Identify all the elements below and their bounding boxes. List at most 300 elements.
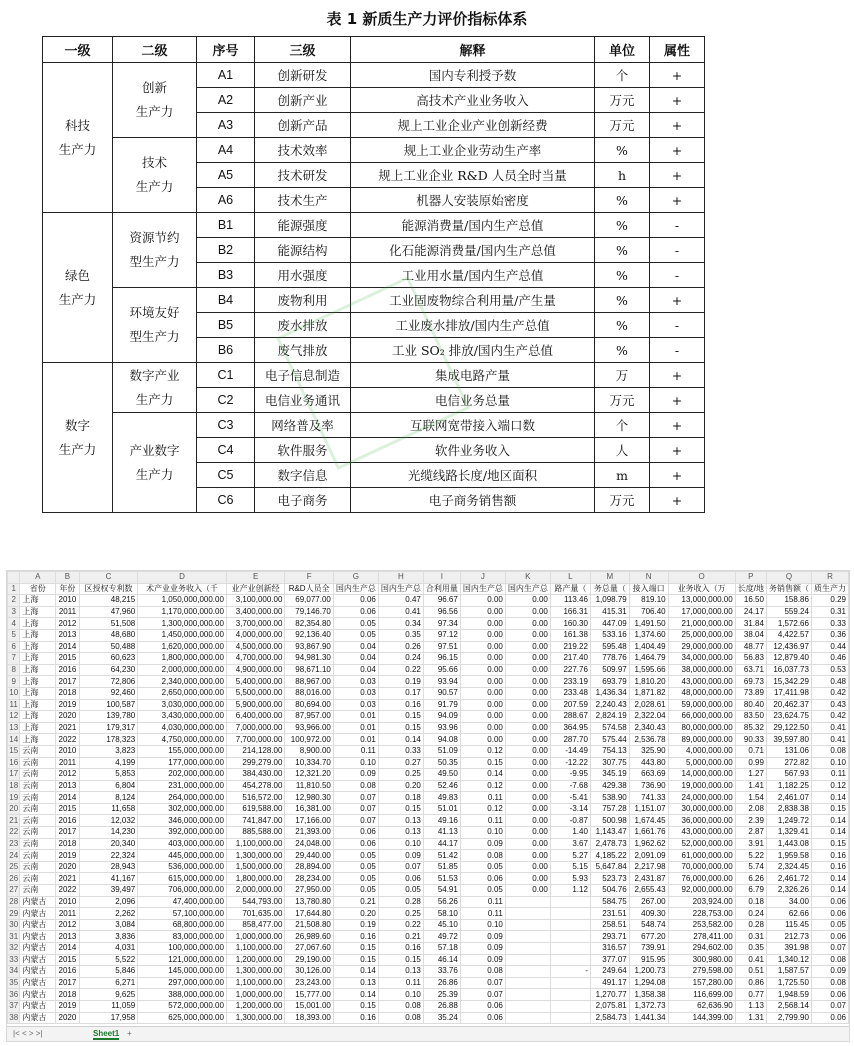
- sheet-cell[interactable]: 0.14: [460, 769, 505, 781]
- sheet-cell[interactable]: 上海: [20, 641, 56, 653]
- sheet-cell[interactable]: 38,000,000.00: [668, 664, 735, 676]
- sheet-cell[interactable]: 93.96: [423, 722, 460, 734]
- sheet-cell[interactable]: 0.77: [735, 989, 766, 1001]
- sheet-cell[interactable]: 0.46: [811, 653, 848, 665]
- sheet-cell[interactable]: 62.66: [766, 908, 811, 920]
- sheet-cell[interactable]: 内蒙古: [20, 1000, 56, 1012]
- sheet-cell[interactable]: 267.00: [629, 896, 668, 908]
- sheet-cell[interactable]: 5,000,000.00: [668, 757, 735, 769]
- sheet-cell[interactable]: 885,588.00: [226, 827, 285, 839]
- sheet-cell[interactable]: 144,399.00: [668, 1012, 735, 1024]
- sheet-cell[interactable]: [505, 908, 550, 920]
- sheet-cell[interactable]: 89,000,000.00: [668, 734, 735, 746]
- sheet-cell[interactable]: 1.27: [735, 769, 766, 781]
- row-number[interactable]: 30: [9, 920, 19, 930]
- sheet-cell[interactable]: 0.09: [460, 838, 505, 850]
- sheet-cell[interactable]: 346,000,000.00: [138, 815, 227, 827]
- sheet-cell[interactable]: 83,000,000.00: [138, 931, 227, 943]
- sheet-cell[interactable]: 500.98: [590, 815, 629, 827]
- sheet-cell[interactable]: 0.00: [505, 618, 550, 630]
- sheet-cell[interactable]: 2013: [56, 629, 80, 641]
- sheet-cell[interactable]: 7,700,000.00: [226, 734, 285, 746]
- sheet-cell[interactable]: -12.22: [550, 757, 590, 769]
- sheet-cell[interactable]: 391.98: [766, 943, 811, 955]
- sheet-cell[interactable]: 0.20: [378, 780, 423, 792]
- header-cell[interactable]: 国内生产总: [505, 583, 550, 595]
- column-letter[interactable]: A: [20, 572, 56, 584]
- row-number[interactable]: 28: [9, 896, 19, 906]
- sheet-cell[interactable]: 43,000,000.00: [668, 827, 735, 839]
- sheet-cell[interactable]: [550, 931, 590, 943]
- sheet-cell[interactable]: 0.15: [460, 757, 505, 769]
- sheet-cell[interactable]: 6,804: [79, 780, 138, 792]
- sheet-cell[interactable]: 0.05: [811, 919, 848, 931]
- sheet-cell[interactable]: 6.79: [735, 885, 766, 897]
- sheet-cell[interactable]: 91.79: [423, 699, 460, 711]
- sheet-cell[interactable]: 内蒙古: [20, 1012, 56, 1024]
- sheet-cell[interactable]: 30,000,000.00: [668, 803, 735, 815]
- sheet-cell[interactable]: [505, 1000, 550, 1012]
- sheet-cell[interactable]: 0.05: [378, 885, 423, 897]
- sheet-cell[interactable]: 2,650,000,000.00: [138, 687, 227, 699]
- sheet-cell[interactable]: 287.70: [550, 734, 590, 746]
- sheet-cell[interactable]: 0.35: [735, 943, 766, 955]
- sheet-cell[interactable]: 12,032: [79, 815, 138, 827]
- sheet-cell[interactable]: 3,700,000.00: [226, 618, 285, 630]
- sheet-cell[interactable]: 0.06: [811, 989, 848, 1001]
- sheet-cell[interactable]: 11,658: [79, 803, 138, 815]
- sheet-cell[interactable]: 447.09: [590, 618, 629, 630]
- sheet-cell[interactable]: 2,655.43: [629, 885, 668, 897]
- sheet-cell[interactable]: 2,091.09: [629, 850, 668, 862]
- sheet-cell[interactable]: 79,146.70: [285, 606, 333, 618]
- sheet-cell[interactable]: 1,300,000.00: [226, 850, 285, 862]
- sheet-cell[interactable]: 1,450,000,000.00: [138, 629, 227, 641]
- sheet-cell[interactable]: 云南: [20, 838, 56, 850]
- sheet-cell[interactable]: 0.14: [811, 827, 848, 839]
- sheet-cell[interactable]: [550, 1012, 590, 1024]
- sheet-cell[interactable]: 上海: [20, 664, 56, 676]
- sheet-cell[interactable]: 2.87: [735, 827, 766, 839]
- sheet-cell[interactable]: 6,400,000.00: [226, 711, 285, 723]
- row-number[interactable]: 9: [8, 676, 20, 688]
- sheet-cell[interactable]: 454,278.00: [226, 780, 285, 792]
- sheet-cell[interactable]: 76,000,000.00: [668, 873, 735, 885]
- sheet-cell[interactable]: 572,000,000.00: [138, 1000, 227, 1012]
- sheet-cell[interactable]: 66,000,000.00: [668, 711, 735, 723]
- sheet-cell[interactable]: 4,185.22: [590, 850, 629, 862]
- sheet-cell[interactable]: 0.09: [460, 931, 505, 943]
- sheet-cell[interactable]: 内蒙古: [20, 943, 56, 955]
- row-number[interactable]: 22: [9, 827, 19, 837]
- sheet-cell[interactable]: 64,230: [79, 664, 138, 676]
- sheet-cell[interactable]: 95.66: [423, 664, 460, 676]
- sheet-cell[interactable]: 1,329.41: [766, 827, 811, 839]
- sheet-cell[interactable]: 2,324.45: [766, 861, 811, 873]
- sheet-cell[interactable]: 内蒙古: [20, 954, 56, 966]
- sheet-cell[interactable]: 3.91: [735, 838, 766, 850]
- sheet-cell[interactable]: 0.99: [735, 757, 766, 769]
- sheet-cell[interactable]: 0.14: [811, 873, 848, 885]
- column-letter[interactable]: G: [333, 572, 378, 584]
- sheet-cell[interactable]: 0.17: [378, 687, 423, 699]
- row-number[interactable]: 37: [9, 1001, 19, 1011]
- sheet-cell[interactable]: 203,924.00: [668, 896, 735, 908]
- sheet-cell[interactable]: 2012: [56, 618, 80, 630]
- row-number[interactable]: 33: [9, 954, 19, 964]
- sheet-cell[interactable]: 0.42: [811, 711, 848, 723]
- sheet-cell[interactable]: 2021: [56, 722, 80, 734]
- sheet-cell[interactable]: 2016: [56, 966, 80, 978]
- sheet-cell[interactable]: 1,200,000.00: [226, 1000, 285, 1012]
- sheet-cell[interactable]: 5,400,000.00: [226, 676, 285, 688]
- sheet-cell[interactable]: 2017: [56, 676, 80, 688]
- sheet-cell[interactable]: 69.73: [735, 676, 766, 688]
- sheet-cell[interactable]: 0.11: [460, 792, 505, 804]
- sheet-cell[interactable]: 2,478.73: [590, 838, 629, 850]
- header-cell[interactable]: 路产量（: [550, 583, 590, 595]
- row-number[interactable]: 5: [8, 629, 20, 641]
- header-cell[interactable]: 术产业业务收入（千: [138, 583, 227, 595]
- sheet-cell[interactable]: 94,981.30: [285, 653, 333, 665]
- sheet-cell[interactable]: 云南: [20, 769, 56, 781]
- sheet-cell[interactable]: 0.00: [460, 641, 505, 653]
- sheet-cell[interactable]: 1,587.57: [766, 966, 811, 978]
- sheet-cell[interactable]: 858,477.00: [226, 919, 285, 931]
- sheet-cell[interactable]: 429.38: [590, 780, 629, 792]
- sheet-cell[interactable]: 0.19: [333, 919, 378, 931]
- sheet-cell[interactable]: 2012: [56, 919, 80, 931]
- sheet-cell[interactable]: 52,000,000.00: [668, 838, 735, 850]
- header-cell[interactable]: 长度/地: [735, 583, 766, 595]
- sheet-cell[interactable]: 1,143.47: [590, 827, 629, 839]
- sheet-cell[interactable]: 0.00: [505, 722, 550, 734]
- sheet-cell[interactable]: 302,000,000.00: [138, 803, 227, 815]
- sheet-cell[interactable]: 0.43: [811, 699, 848, 711]
- sheet-cell[interactable]: 云南: [20, 885, 56, 897]
- sheet-cell[interactable]: 49.83: [423, 792, 460, 804]
- sheet-cell[interactable]: 2020: [56, 1012, 80, 1024]
- sheet-cell[interactable]: 17,411.98: [766, 687, 811, 699]
- sheet-cell[interactable]: 上海: [20, 734, 56, 746]
- sheet-cell[interactable]: 47,960: [79, 606, 138, 618]
- sheet-cell[interactable]: 19,000,000.00: [668, 780, 735, 792]
- sheet-cell[interactable]: 4,422.57: [766, 629, 811, 641]
- sheet-cell[interactable]: 1,800,000,000.00: [138, 653, 227, 665]
- sheet-cell[interactable]: 179,317: [79, 722, 138, 734]
- sheet-cell[interactable]: 0.15: [378, 803, 423, 815]
- sheet-cell[interactable]: 1,661.76: [629, 827, 668, 839]
- sheet-cell[interactable]: 595.48: [590, 641, 629, 653]
- sheet-cell[interactable]: 0.15: [333, 943, 378, 955]
- row-number[interactable]: 19: [9, 792, 19, 802]
- sheet-cell[interactable]: 48,215: [79, 595, 138, 607]
- sheet-cell[interactable]: [550, 908, 590, 920]
- sheet-cell[interactable]: 0.28: [735, 919, 766, 931]
- sheet-cell[interactable]: 0.14: [378, 734, 423, 746]
- sheet-cell[interactable]: 2,838.38: [766, 803, 811, 815]
- sheet-cell[interactable]: 0.00: [505, 595, 550, 607]
- sheet-cell[interactable]: 26.86: [423, 977, 460, 989]
- sheet-cell[interactable]: 0.07: [811, 1000, 848, 1012]
- sheet-cell[interactable]: 1,200.73: [629, 966, 668, 978]
- header-cell[interactable]: 合利用量: [423, 583, 460, 595]
- sheet-cell[interactable]: 1,443.08: [766, 838, 811, 850]
- sheet-cell[interactable]: 60,623: [79, 653, 138, 665]
- sheet-cell[interactable]: 5,900,000.00: [226, 699, 285, 711]
- sheet-cell[interactable]: 2,000,000,000.00: [138, 664, 227, 676]
- sheet-cell[interactable]: 2,000,000.00: [226, 885, 285, 897]
- sheet-cell[interactable]: 443.80: [629, 757, 668, 769]
- sheet-cell[interactable]: 819.10: [629, 595, 668, 607]
- sheet-cell[interactable]: 0.26: [378, 641, 423, 653]
- row-number[interactable]: 8: [8, 664, 20, 676]
- sheet-cell[interactable]: 0.10: [378, 838, 423, 850]
- sheet-cell[interactable]: 2,028.61: [629, 699, 668, 711]
- sheet-cell[interactable]: 0.00: [505, 803, 550, 815]
- row-number[interactable]: 2: [8, 595, 20, 607]
- sheet-cell[interactable]: 0.00: [505, 653, 550, 665]
- header-cell[interactable]: 务销售额（: [766, 583, 811, 595]
- sheet-cell[interactable]: 0.71: [735, 745, 766, 757]
- sheet-cell[interactable]: 39,497: [79, 885, 138, 897]
- column-letter[interactable]: Q: [766, 572, 811, 584]
- sheet-cell[interactable]: 80,694.00: [285, 699, 333, 711]
- sheet-cell[interactable]: 2,322.04: [629, 711, 668, 723]
- sheet-cell[interactable]: 0.00: [460, 722, 505, 734]
- sheet-cell[interactable]: 上海: [20, 687, 56, 699]
- sheet-cell[interactable]: 87,957.00: [285, 711, 333, 723]
- sheet-cell[interactable]: 0.00: [505, 769, 550, 781]
- sheet-cell[interactable]: 0.16: [811, 850, 848, 862]
- sheet-cell[interactable]: 上海: [20, 618, 56, 630]
- sheet-cell[interactable]: 548.74: [629, 919, 668, 931]
- row-number[interactable]: 4: [8, 618, 20, 630]
- sheet-cell[interactable]: 544,793.00: [226, 896, 285, 908]
- sheet-cell[interactable]: 80.40: [735, 699, 766, 711]
- sheet-cell[interactable]: 25.39: [423, 989, 460, 1001]
- sheet-cell[interactable]: 0.15: [333, 1000, 378, 1012]
- sheet-cell[interactable]: 0.00: [505, 676, 550, 688]
- sheet-cell[interactable]: 0.16: [333, 931, 378, 943]
- sheet-cell[interactable]: 0.06: [811, 931, 848, 943]
- sheet-cell[interactable]: 1,300,000.00: [226, 1012, 285, 1024]
- sheet-cell[interactable]: 0.07: [333, 792, 378, 804]
- sheet-cell[interactable]: 0.41: [735, 954, 766, 966]
- row-number[interactable]: 16: [9, 757, 19, 767]
- sheet-cell[interactable]: 13,780.80: [285, 896, 333, 908]
- sheet-cell[interactable]: 上海: [20, 722, 56, 734]
- sheet-cell[interactable]: 0.06: [460, 873, 505, 885]
- header-cell[interactable]: 国内生产总: [333, 583, 378, 595]
- sheet-cell[interactable]: 47,400,000.00: [138, 896, 227, 908]
- sheet-cell[interactable]: 0.12: [460, 780, 505, 792]
- sheet-cell[interactable]: 915.95: [629, 954, 668, 966]
- sheet-cell[interactable]: 0.12: [811, 780, 848, 792]
- sheet-cell[interactable]: 21,508.80: [285, 919, 333, 931]
- column-letter[interactable]: H: [378, 572, 423, 584]
- sheet-cell[interactable]: 2,217.98: [629, 861, 668, 873]
- sheet-cell[interactable]: 0.27: [378, 757, 423, 769]
- sheet-cell[interactable]: 625,000,000.00: [138, 1012, 227, 1024]
- sheet-cell[interactable]: 231.51: [590, 908, 629, 920]
- sheet-cell[interactable]: 3,030,000,000.00: [138, 699, 227, 711]
- sheet-cell[interactable]: 0.00: [505, 885, 550, 897]
- sheet-cell[interactable]: 392,000,000.00: [138, 827, 227, 839]
- sheet-cell[interactable]: 1,098.79: [590, 595, 629, 607]
- sheet-cell[interactable]: 2,340,000,000.00: [138, 676, 227, 688]
- sheet-cell[interactable]: 258.51: [590, 919, 629, 931]
- sheet-cell[interactable]: 43,000,000.00: [668, 676, 735, 688]
- sheet-cell[interactable]: 706,000,000.00: [138, 885, 227, 897]
- sheet-cell[interactable]: 0.14: [811, 815, 848, 827]
- sheet-cell[interactable]: 12,436.97: [766, 641, 811, 653]
- sheet-cell[interactable]: 1,270.77: [590, 989, 629, 1001]
- sheet-cell[interactable]: 0.00: [460, 606, 505, 618]
- sheet-cell[interactable]: 2,262: [79, 908, 138, 920]
- sheet-cell[interactable]: 0.36: [811, 629, 848, 641]
- sheet-cell[interactable]: 253,582.00: [668, 919, 735, 931]
- sheet-cell[interactable]: 178,323: [79, 734, 138, 746]
- sheet-cell[interactable]: 0.08: [811, 954, 848, 966]
- sheet-cell[interactable]: 2,584.73: [590, 1012, 629, 1024]
- sheet-cell[interactable]: 1,436.34: [590, 687, 629, 699]
- sheet-cell[interactable]: 0.00: [505, 780, 550, 792]
- sheet-cell[interactable]: 1,572.66: [766, 618, 811, 630]
- sheet-cell[interactable]: 83.50: [735, 711, 766, 723]
- sheet-cell[interactable]: 0.00: [505, 838, 550, 850]
- sheet-cell[interactable]: 2012: [56, 769, 80, 781]
- sheet-cell[interactable]: [505, 943, 550, 955]
- sheet-cell[interactable]: 内蒙古: [20, 919, 56, 931]
- sheet-cell[interactable]: 0.00: [460, 711, 505, 723]
- sheet-cell[interactable]: -0.87: [550, 815, 590, 827]
- sheet-cell[interactable]: 1,800,000.00: [226, 873, 285, 885]
- sheet-cell[interactable]: 0.35: [378, 629, 423, 641]
- header-cell[interactable]: R&D人员全: [285, 583, 333, 595]
- sheet-cell[interactable]: 2020: [56, 711, 80, 723]
- sheet-cell[interactable]: 0.11: [460, 896, 505, 908]
- sheet-cell[interactable]: 0.15: [378, 722, 423, 734]
- sheet-cell[interactable]: 2018: [56, 687, 80, 699]
- sheet-cell[interactable]: 20,340: [79, 838, 138, 850]
- row-number[interactable]: 13: [9, 723, 19, 733]
- sheet-cell[interactable]: [505, 977, 550, 989]
- sheet-cell[interactable]: 2,461.07: [766, 792, 811, 804]
- sheet-cell[interactable]: 2010: [56, 595, 80, 607]
- sheet-cell[interactable]: 3,400,000.00: [226, 606, 285, 618]
- sheet-cell[interactable]: 701,635.00: [226, 908, 285, 920]
- sheet-cell[interactable]: 0.08: [811, 745, 848, 757]
- sheet-cell[interactable]: 559.24: [766, 606, 811, 618]
- sheet-cell[interactable]: 25,000,000.00: [668, 629, 735, 641]
- sheet-cell[interactable]: 2010: [56, 745, 80, 757]
- sheet-cell[interactable]: 0.00: [505, 734, 550, 746]
- sheet-cell[interactable]: 49.16: [423, 815, 460, 827]
- sheet-cell[interactable]: 内蒙古: [20, 966, 56, 978]
- sheet-cell[interactable]: 11,810.50: [285, 780, 333, 792]
- column-letter[interactable]: K: [505, 572, 550, 584]
- sheet-cell[interactable]: 0.11: [460, 908, 505, 920]
- sheet-cell[interactable]: 6.26: [735, 873, 766, 885]
- sheet-cell[interactable]: [505, 989, 550, 1001]
- sheet-cell[interactable]: 0.25: [378, 769, 423, 781]
- sheet-cell[interactable]: 0.06: [333, 838, 378, 850]
- sheet-cell[interactable]: -5.41: [550, 792, 590, 804]
- sheet-cell[interactable]: [505, 1012, 550, 1024]
- sheet-cell[interactable]: 0.00: [460, 653, 505, 665]
- sheet-cell[interactable]: 0.15: [333, 954, 378, 966]
- sheet-cell[interactable]: 80,000,000.00: [668, 722, 735, 734]
- sheet-cell[interactable]: 0.13: [378, 815, 423, 827]
- sheet-cell[interactable]: 0.13: [333, 977, 378, 989]
- sheet-cell[interactable]: 1,170,000,000.00: [138, 606, 227, 618]
- sheet-cell[interactable]: 0.03: [333, 699, 378, 711]
- sheet-cell[interactable]: 2016: [56, 664, 80, 676]
- sheet-cell[interactable]: 上海: [20, 595, 56, 607]
- sheet-cell[interactable]: 50,488: [79, 641, 138, 653]
- sheet-cell[interactable]: 44.17: [423, 838, 460, 850]
- sheet-cell[interactable]: 2,461.72: [766, 873, 811, 885]
- sheet-cell[interactable]: 1,249.72: [766, 815, 811, 827]
- sheet-cell[interactable]: 10,334.70: [285, 757, 333, 769]
- sheet-cell[interactable]: 1,374.60: [629, 629, 668, 641]
- row-number[interactable]: 1: [8, 583, 20, 595]
- sheet-cell[interactable]: 31.84: [735, 618, 766, 630]
- sheet-cell[interactable]: 0.14: [333, 989, 378, 1001]
- sheet-cell[interactable]: 299,279.00: [226, 757, 285, 769]
- sheet-cell[interactable]: 533.16: [590, 629, 629, 641]
- sheet-cell[interactable]: 0.00: [505, 641, 550, 653]
- sheet-cell[interactable]: 上海: [20, 629, 56, 641]
- sheet-cell[interactable]: 0.05: [333, 850, 378, 862]
- sheet-cell[interactable]: 2019: [56, 699, 80, 711]
- sheet-cell[interactable]: 45.10: [423, 919, 460, 931]
- sheet-cell[interactable]: 693.79: [590, 676, 629, 688]
- sheet-cell[interactable]: 0.18: [378, 792, 423, 804]
- sheet-cell[interactable]: 1,620,000,000.00: [138, 641, 227, 653]
- sheet-cell[interactable]: [505, 931, 550, 943]
- sheet-cell[interactable]: 0.06: [811, 908, 848, 920]
- sheet-cell[interactable]: 上海: [20, 676, 56, 688]
- sheet-cell[interactable]: 49.50: [423, 769, 460, 781]
- sheet-cell[interactable]: 34,000,000.00: [668, 653, 735, 665]
- sheet-cell[interactable]: 2,431.87: [629, 873, 668, 885]
- sheet-cell[interactable]: 1,464.79: [629, 653, 668, 665]
- sheet-tab[interactable]: Sheet1: [93, 1029, 120, 1038]
- sheet-cell[interactable]: [505, 919, 550, 931]
- sheet-cell[interactable]: 0.11: [460, 815, 505, 827]
- sheet-cell[interactable]: 9,625: [79, 989, 138, 1001]
- header-cell[interactable]: 区授权专利数: [79, 583, 138, 595]
- sheet-cell[interactable]: 92,000,000.00: [668, 885, 735, 897]
- sheet-cell[interactable]: 51.42: [423, 850, 460, 862]
- sheet-cell[interactable]: 2,340.43: [629, 722, 668, 734]
- sheet-cell[interactable]: 2022: [56, 885, 80, 897]
- row-number[interactable]: 26: [9, 873, 19, 883]
- sheet-cell[interactable]: 5.22: [735, 850, 766, 862]
- row-number[interactable]: 6: [8, 641, 20, 653]
- row-number[interactable]: 10: [9, 688, 19, 698]
- sheet-cell[interactable]: 62,636.90: [668, 1000, 735, 1012]
- sheet-cell[interactable]: 2020: [56, 861, 80, 873]
- sheet-cell[interactable]: 0.47: [378, 595, 423, 607]
- sheet-cell[interactable]: 0.22: [378, 919, 423, 931]
- sheet-cell[interactable]: 内蒙古: [20, 989, 56, 1001]
- sheet-cell[interactable]: 345.19: [590, 769, 629, 781]
- sheet-cell[interactable]: 377.07: [590, 954, 629, 966]
- sheet-cell[interactable]: 445,000,000.00: [138, 850, 227, 862]
